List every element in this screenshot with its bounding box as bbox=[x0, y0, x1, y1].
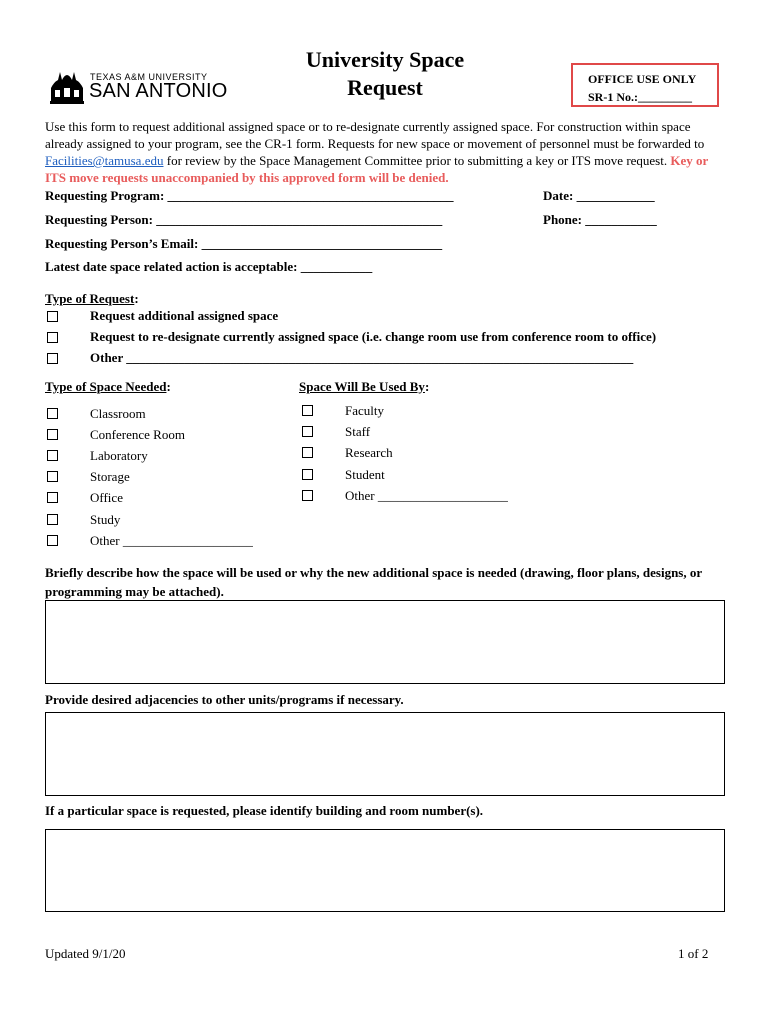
used-by-staff-checkbox[interactable] bbox=[302, 426, 313, 437]
page-title bbox=[285, 46, 485, 102]
space-other-checkbox[interactable] bbox=[47, 535, 58, 546]
updated-date: Updated 9/1/20 bbox=[45, 946, 126, 961]
request-redesignate-checkbox[interactable] bbox=[47, 332, 58, 343]
request-additional-label: Request additional assigned space bbox=[90, 308, 279, 323]
space-storage-label: Storage bbox=[90, 469, 130, 484]
space-study-checkbox[interactable] bbox=[47, 514, 58, 525]
space-laboratory-label: Laboratory bbox=[90, 448, 148, 463]
used-by-heading: Space Will Be Used By: bbox=[299, 379, 430, 394]
adjacencies-question: Provide desired adjacencies to other units/programs if necessary. bbox=[45, 692, 404, 707]
describe-question: Briefly describe how the space will be used or why the new additional space is needed (drawing, floor plans, designs, or programming may be attached). bbox=[45, 565, 702, 599]
used-by-research-checkbox[interactable] bbox=[302, 447, 313, 458]
phone-field[interactable]: Phone: ___________ bbox=[543, 212, 657, 227]
intro-paragraph bbox=[45, 118, 725, 186]
used-by-other-checkbox[interactable] bbox=[302, 490, 313, 501]
space-office-checkbox[interactable] bbox=[47, 492, 58, 503]
requesting-email-field[interactable]: Requesting Person’s Email: _____________________________________ bbox=[45, 236, 443, 251]
space-classroom-label: Classroom bbox=[90, 406, 146, 421]
space-needed-heading: Type of Space Needed: bbox=[45, 379, 171, 394]
adjacencies-answer-box[interactable] bbox=[45, 712, 725, 796]
used-by-research-label: Research bbox=[345, 445, 393, 460]
sr1-number-field[interactable]: SR-1 No.:_________ bbox=[588, 90, 692, 104]
space-conference-label: Conference Room bbox=[90, 427, 185, 442]
used-by-faculty-label: Faculty bbox=[345, 403, 384, 418]
intro-text-2: for review by the Space Management Committee prior to submitting a key or ITS move request. bbox=[163, 153, 671, 168]
date-field[interactable]: Date: ____________ bbox=[543, 188, 655, 203]
space-conference-checkbox[interactable] bbox=[47, 429, 58, 440]
type-of-request-heading: Type of Request: bbox=[45, 291, 139, 306]
latest-date-field[interactable]: Latest date space related action is acceptable: ___________ bbox=[45, 259, 373, 274]
space-classroom-checkbox[interactable] bbox=[47, 408, 58, 419]
office-use-box bbox=[571, 63, 719, 107]
request-additional-checkbox[interactable] bbox=[47, 311, 58, 322]
space-office-label: Office bbox=[90, 490, 123, 505]
request-redesignate-label: Request to re-designate currently assigned space (i.e. change room use from conference room to office) bbox=[90, 329, 657, 344]
space-study-label: Study bbox=[90, 512, 121, 527]
particular-space-answer-box[interactable] bbox=[45, 829, 725, 912]
warning-text: Key or ITS move requests unaccompanied by this approved form will be denied. bbox=[45, 153, 709, 185]
intro-text-1: Use this form to request additional assigned space or to re-designate currently assigned space. For construction within space already assigned to your program, see the CR-1 form. Requests for new space or movement of personnel must be forwarded to bbox=[45, 119, 705, 151]
university-logo bbox=[48, 66, 228, 112]
title-line1: University Space bbox=[305, 47, 465, 72]
requesting-program-field[interactable]: Requesting Program: ____________________________________________ bbox=[45, 188, 454, 203]
used-by-staff-label: Staff bbox=[345, 424, 371, 439]
used-by-faculty-checkbox[interactable] bbox=[302, 405, 313, 416]
request-other-checkbox[interactable] bbox=[47, 353, 58, 364]
request-other-field[interactable]: Other ______________________________________________________________________________ bbox=[90, 350, 634, 365]
logo-text-line1: TEXAS A&M UNIVERSITY bbox=[90, 72, 208, 82]
space-storage-checkbox[interactable] bbox=[47, 471, 58, 482]
logo-text-line2: SAN ANTONIO bbox=[89, 80, 228, 102]
space-laboratory-checkbox[interactable] bbox=[47, 450, 58, 461]
university-seal-icon bbox=[48, 66, 86, 106]
used-by-other-field[interactable]: Other ____________________ bbox=[345, 488, 508, 503]
title-line2: Request bbox=[347, 75, 423, 100]
describe-answer-box[interactable] bbox=[45, 600, 725, 684]
used-by-student-label: Student bbox=[345, 467, 385, 482]
requesting-person-field[interactable]: Requesting Person: ____________________________________________ bbox=[45, 212, 443, 227]
space-other-field[interactable]: Other ____________________ bbox=[90, 533, 253, 548]
facilities-email-link[interactable]: Facilities@tamusa.edu bbox=[45, 153, 164, 168]
page-number: 1 of 2 bbox=[678, 946, 709, 961]
office-use-label: OFFICE USE ONLY bbox=[588, 72, 697, 86]
used-by-student-checkbox[interactable] bbox=[302, 469, 313, 480]
particular-space-question: If a particular space is requested, please identify building and room number(s). bbox=[45, 803, 484, 818]
